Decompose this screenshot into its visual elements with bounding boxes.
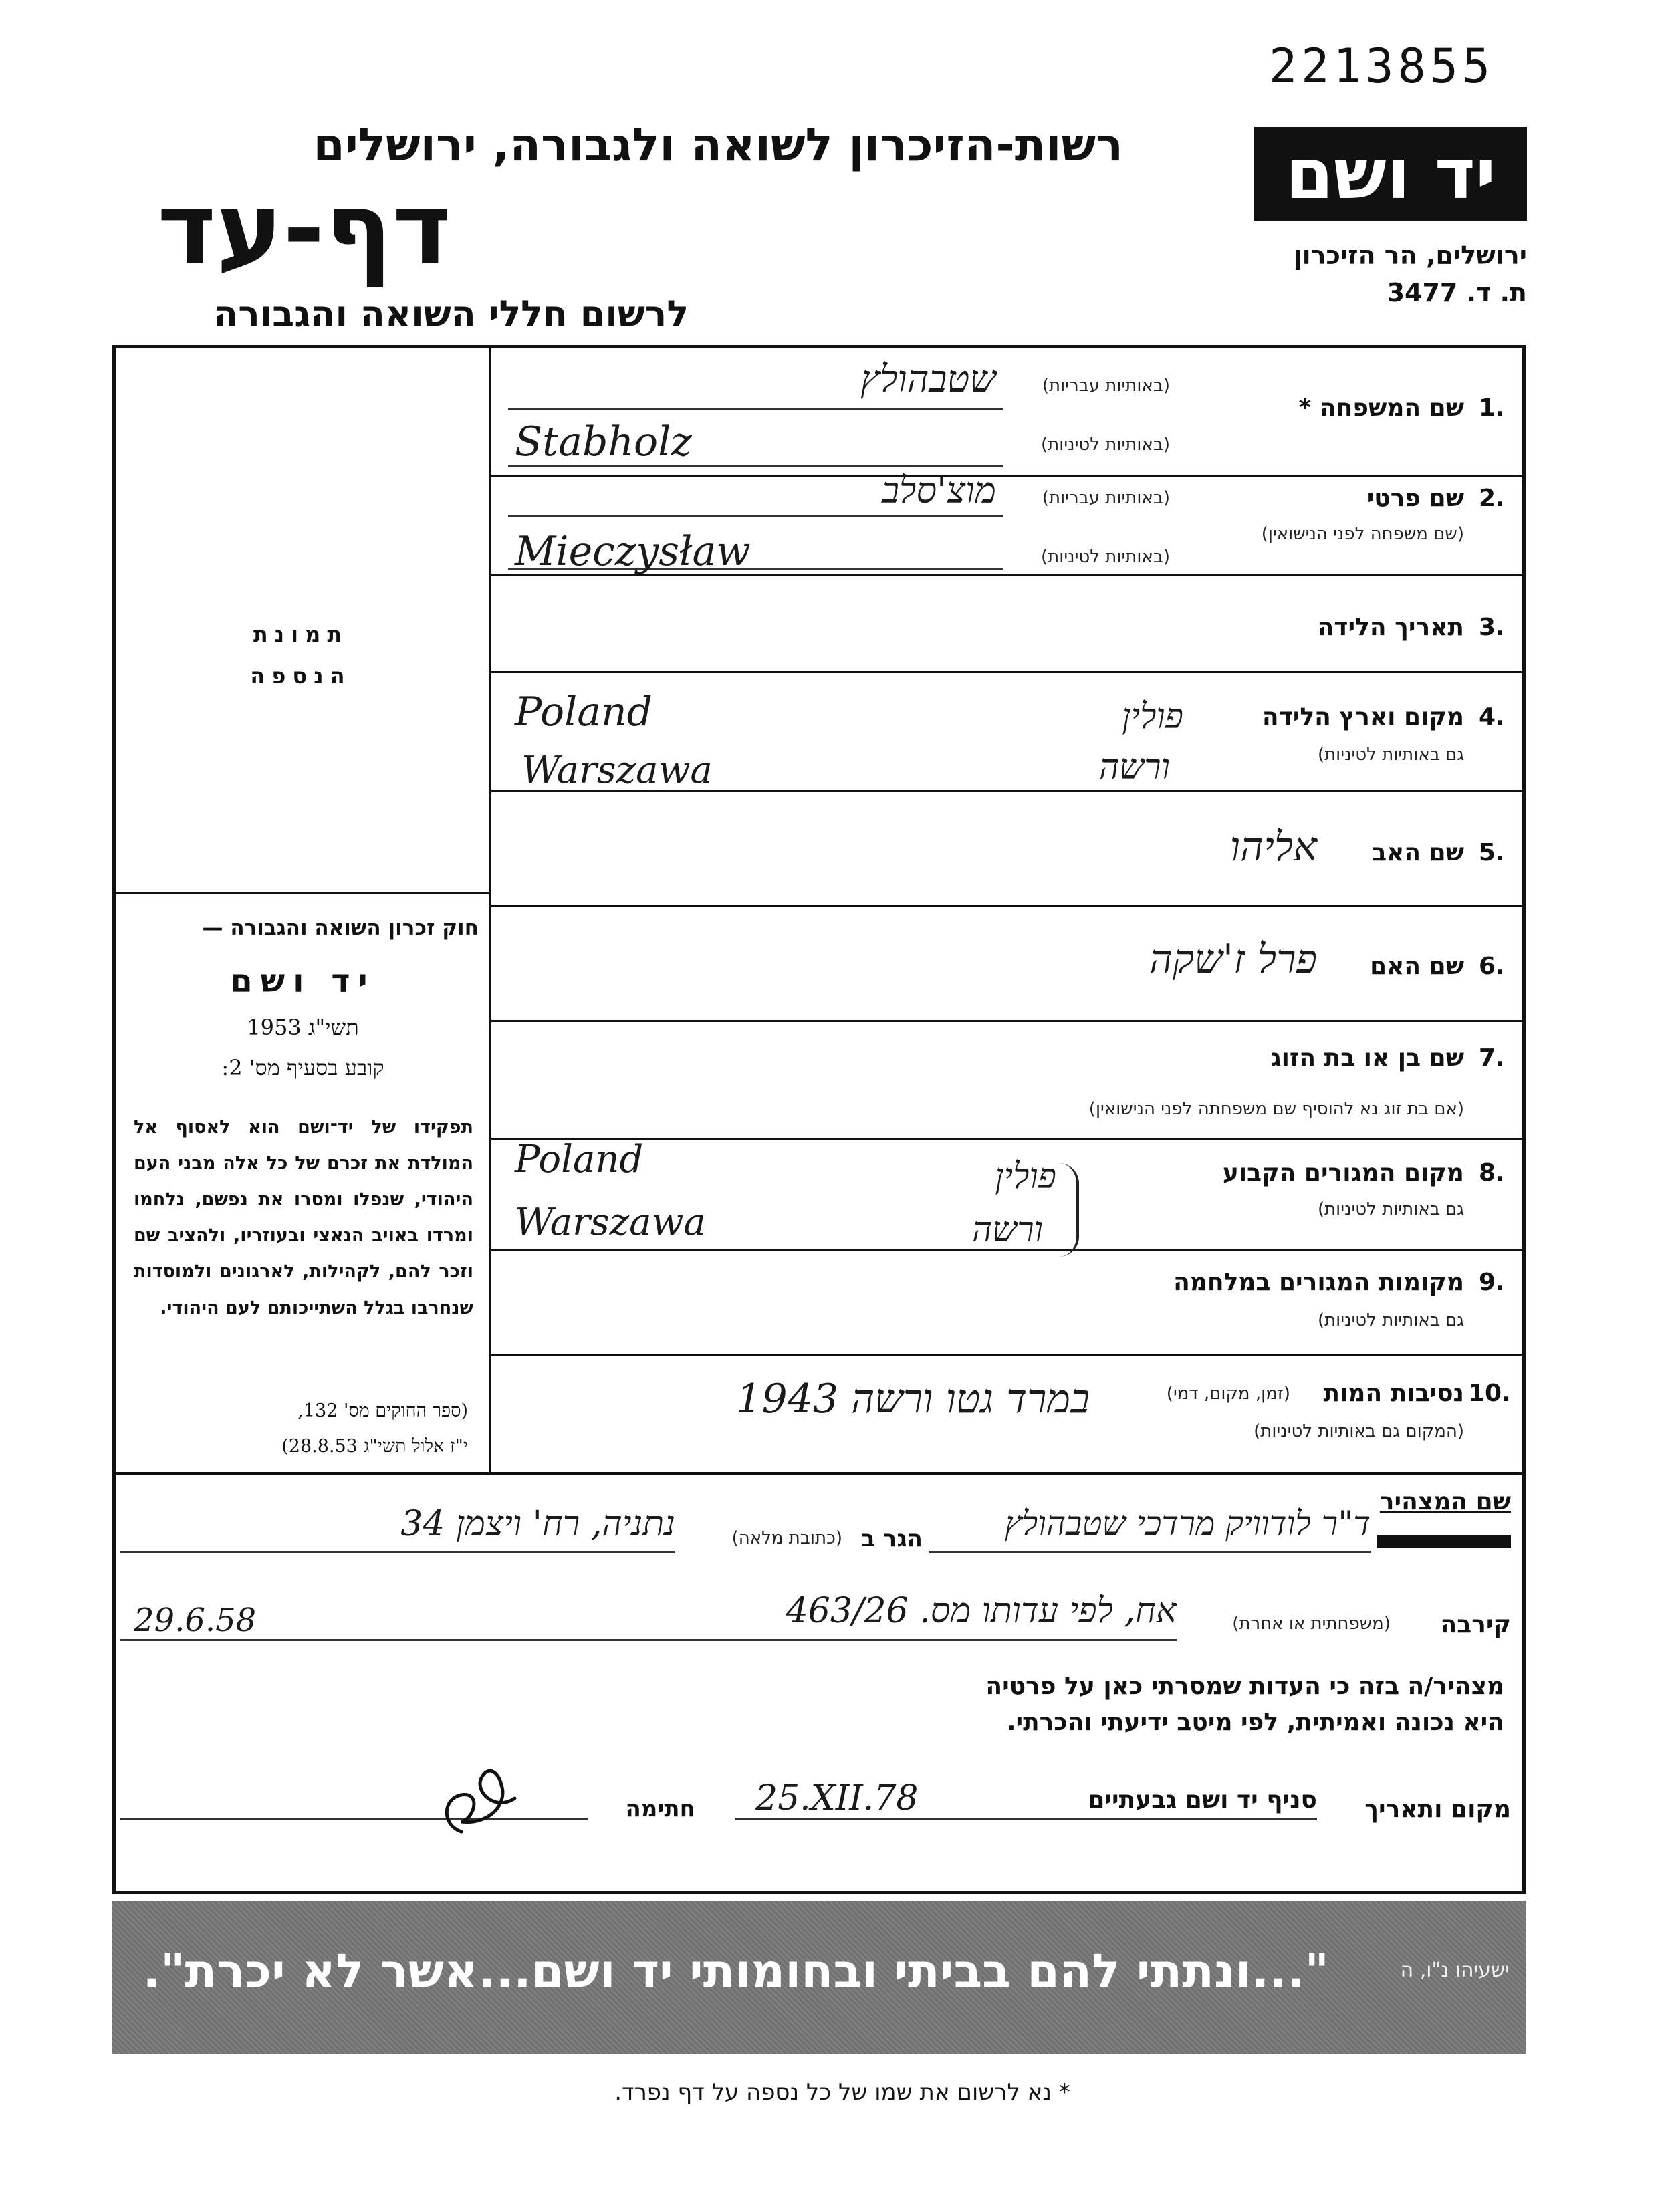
field-4-number: 4. (1479, 703, 1505, 731)
law-clause: קובע בסעיף מס' 2: (221, 1055, 384, 1080)
field-9-number: 9. (1479, 1269, 1505, 1296)
field-6-label: שם האם (1370, 953, 1464, 980)
row-separator (489, 905, 1525, 907)
document-number: 2213855 (1269, 39, 1495, 94)
declarant-separator (115, 1472, 1523, 1475)
field-10-number: 10. (1468, 1380, 1511, 1407)
field-8-label: מקום המגורים הקבוע (1222, 1159, 1464, 1187)
row-separator (489, 1354, 1525, 1356)
signature-scribble-mark (435, 1758, 528, 1845)
field-1-hebrew-value[interactable]: שטבהולץ (860, 358, 996, 401)
quote-banner (112, 1901, 1526, 2054)
left-column-divider (489, 348, 491, 1472)
field-4-hebrew-value-2[interactable]: ורשה (1098, 747, 1170, 787)
field-6-number: 6. (1479, 953, 1505, 980)
field-4-hebrew-value-1[interactable]: פולין (1122, 697, 1183, 737)
law-name: יד ושם (230, 963, 376, 1000)
field-1-latin-value[interactable]: Stabholz (515, 418, 692, 465)
law-title: חוק זכרון השואה והגבורה — (202, 916, 479, 940)
declarant-name-line (929, 1551, 1371, 1553)
address-line-1: ירושלים, הר הזיכרון (1293, 241, 1527, 270)
law-year: תשי"ג 1953 (247, 1015, 359, 1040)
banner-source: ישעיהו נ"ו, ה (1400, 1959, 1510, 1982)
row-separator (489, 1138, 1525, 1140)
field-1-latin-hint: (באותיות לטיניות) (1041, 435, 1170, 455)
declarant-label: שם המצהיר (1379, 1488, 1511, 1515)
field-8-latin-value-1[interactable]: Poland (515, 1138, 644, 1181)
photo-label-line-2: הנספה (250, 663, 352, 689)
field-1-label: שם המשפחה * (1298, 394, 1464, 422)
field-1-latin-line (508, 465, 1003, 467)
field-2-latin-hint: (באותיות לטיניות) (1041, 547, 1170, 567)
field-8-bracket-mark (1059, 1163, 1079, 1257)
place-date-label: מקום ותאריך (1364, 1796, 1511, 1823)
lives-at-label: הגר ב (861, 1525, 923, 1552)
org-title: רשות-הזיכרון לשואה ולגבורה, ירושלים (313, 119, 1123, 172)
field-2-latin-value[interactable]: Mieczysław (515, 528, 751, 575)
form-subtitle: לרשום חללי השואה והגבורה (213, 293, 689, 335)
field-7-number: 7. (1479, 1044, 1505, 1072)
field-10-label: נסיבות המות (1323, 1380, 1464, 1407)
field-2-label: שם פרטי (1366, 485, 1464, 512)
signature-scribble[interactable] (435, 1758, 528, 1845)
declarant-name-value[interactable]: ד"ר לודוויק מרדכי שטבהולץ (1004, 1504, 1371, 1543)
field-6-value[interactable]: פרל ז'שקה (1149, 936, 1317, 983)
declaration-line-1: מצהיר/ה בזה כי העדות שמסרתי כאן על פרטיה (985, 1673, 1504, 1700)
relation-label: קירבה (1440, 1611, 1511, 1638)
field-4-latin-value-2[interactable]: Warszawa (521, 749, 713, 792)
field-1-hebrew-hint: (באותיות עבריות) (1042, 376, 1170, 396)
relation-date[interactable]: 29.6.58 (134, 1602, 257, 1639)
field-5-label: שם האב (1372, 839, 1464, 866)
field-8-number: 8. (1479, 1159, 1505, 1187)
field-8-note: גם באותיות לטיניות) (1317, 1199, 1464, 1219)
field-3-label: תאריך הלידה (1317, 614, 1464, 641)
place-value[interactable]: סניף יד ושם גבעתיים (1088, 1786, 1317, 1814)
field-2-number: 2. (1479, 485, 1505, 512)
field-5-number: 5. (1479, 839, 1505, 866)
field-9-label: מקומות המגורים במלחמה (1173, 1269, 1464, 1296)
address-line-2: ת. ד. 3477 (1387, 278, 1527, 308)
field-8-hebrew-value-2[interactable]: ורשה (971, 1210, 1043, 1250)
field-2-hebrew-hint: (באותיות עבריות) (1042, 488, 1170, 508)
footnote: * נא לרשום את שמו של כל נספה על דף נפרד. (614, 2079, 1070, 2106)
field-3-number: 3. (1479, 614, 1505, 641)
photo-label-line-1: תמונת (253, 622, 349, 647)
field-7-label: שם בן או בת הזוג (1270, 1044, 1464, 1072)
field-10-value[interactable]: במרד גטו ורשה 1943 (736, 1376, 1090, 1423)
field-10-label-hint: (זמן, מקום, דמי) (1166, 1384, 1290, 1404)
relation-value[interactable]: אח, לפי עדותו מס. 463/26 (786, 1591, 1177, 1631)
field-8-latin-value-2[interactable]: Warszawa (515, 1201, 706, 1244)
photo-law-separator (115, 892, 489, 894)
field-10-note: (המקום גם באותיות לטיניות) (1254, 1421, 1464, 1441)
row-separator (489, 475, 1525, 477)
field-4-note: גם באותיות לטיניות) (1317, 745, 1464, 765)
date-value[interactable]: 25.XII.78 (755, 1778, 919, 1818)
declaration-line-2: היא נכונה ואמיתית, לפי מיטב ידיעתי והכרתי. (1006, 1709, 1504, 1736)
field-1-number: 1. (1479, 394, 1505, 422)
field-8-hebrew-value-1[interactable]: פולין (995, 1156, 1056, 1197)
relation-line (120, 1639, 1177, 1641)
field-4-latin-value-1[interactable]: Poland (515, 689, 653, 735)
yad-vashem-logo: יד ושם (1254, 127, 1527, 221)
field-2-hebrew-value[interactable]: מוצ'סלב (882, 469, 996, 511)
field-9-note: גם באותיות לטיניות) (1317, 1310, 1464, 1330)
lives-at-hint: (כתובת מלאה) (731, 1528, 842, 1548)
field-1-hebrew-line (508, 408, 1003, 410)
form-title: דף-עד (157, 171, 451, 287)
law-body: תפקידו של יד־ושם הוא לאסוף אל המולדת את זכרם של כל אלה מבני העם היהודי, שנפלו ומסרו את נפשם, נלחמו ומרדו באויב הנאצי ובעוזריו, ולהציב שם וזכר להם, לקהילות, לארגונים ולמוסדות שנחרבו בגלל השתייכותם לעם היהודי. (134, 1117, 473, 1318)
place-date-line (735, 1818, 1317, 1820)
field-4-label: מקום וארץ הלידה (1262, 703, 1464, 731)
relation-hint: (משפחתית או אחרת) (1232, 1614, 1391, 1634)
banner-quote: "...ונתתי להם בביתי ובחומותי יד ושם...אשר לא יכרת". (142, 1944, 1329, 1999)
field-7-note: (אם בת זוג נא להוסיף שם משפחתה לפני הנישואין) (1088, 1099, 1464, 1119)
declarant-label-strike (1377, 1535, 1511, 1548)
address-line (120, 1551, 675, 1553)
signature-label: חתימה (625, 1796, 695, 1822)
declarant-address-value[interactable]: נתניה, רח' ויצמן 34 (400, 1504, 675, 1544)
field-2-hebrew-line (508, 515, 1003, 517)
field-5-value[interactable]: אליהו (1229, 824, 1317, 870)
field-2-note: (שם משפחה לפני הנישואין) (1261, 524, 1464, 544)
row-separator (489, 671, 1525, 673)
law-ref-1: (ספר החוקים מס' 132, (298, 1400, 468, 1421)
law-ref-2: י"ז אלול תשי"ג 28.8.53) (281, 1436, 468, 1457)
row-separator (489, 1020, 1525, 1022)
